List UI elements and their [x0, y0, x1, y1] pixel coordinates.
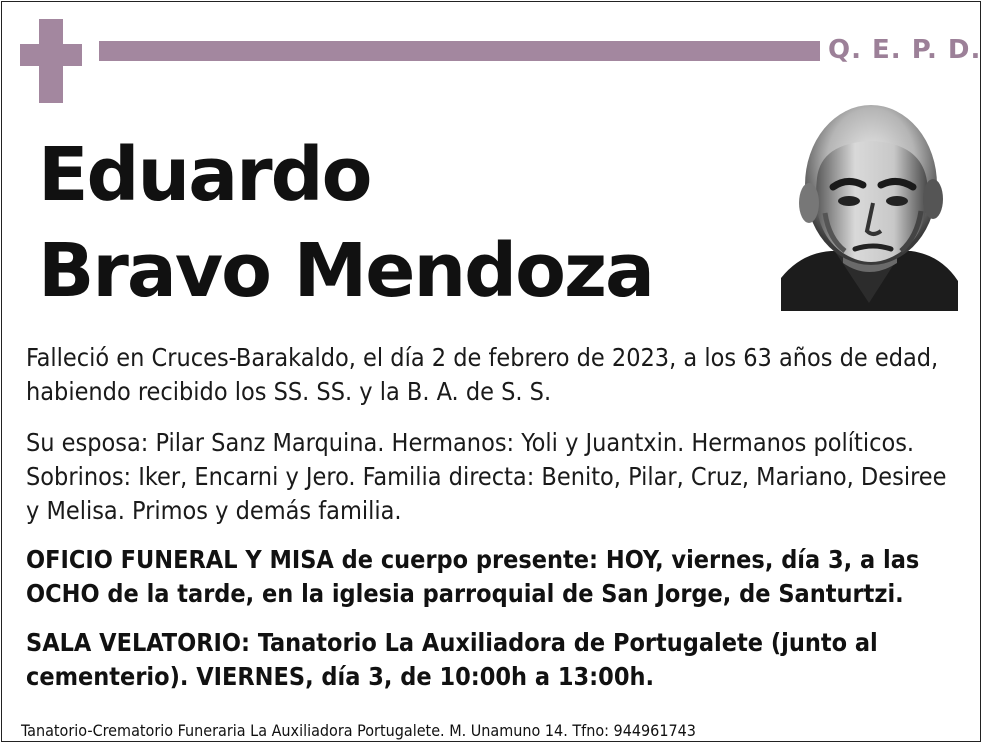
death-notice-text: Falleció en Cruces-Barakaldo, el día 2 de febrero de 2023, a los 63 años de edad, habiendo recibido los SS. SS. y la B. A. de S. S. [26, 343, 939, 406]
portrait-illustration [781, 103, 958, 311]
deceased-surnames: Bravo Mendoza [38, 228, 653, 314]
wake-text: SALA VELATORIO: Tanatorio La Auxiliadora de Portugalete (junto al cementerio). VIERNES, día 3, de 10:00h a 13:00h. [26, 628, 878, 691]
funeral-home-footer: Tanatorio-Crematorio Funeraria La Auxiliadora Portugalete. M. Unamuno 14. Tfno: 944961743 [21, 721, 696, 740]
header-rule [99, 41, 820, 61]
obituary-frame [1, 1, 981, 742]
family-text: Su esposa: Pilar Sanz Marquina. Hermanos: Yoli y Juantxin. Hermanos políticos. Sobrinos: Iker, Encarni y Jero. Familia directa: Benito, Pilar, Cruz, Mariano, Desiree y Melisa. Primos y demás familia. [26, 428, 947, 525]
funeral-text: OFICIO FUNERAL Y MISA de cuerpo presente: HOY, viernes, día 3, a las OCHO de la tarde, en la iglesia parroquial de San Jorge, de Santurtzi. [26, 545, 920, 608]
cross-icon-horizontal [20, 44, 82, 66]
qepd-label: Q. E. P. D. [828, 35, 982, 65]
deceased-first-name: Eduardo [38, 132, 371, 218]
portrait-photo [781, 103, 958, 311]
